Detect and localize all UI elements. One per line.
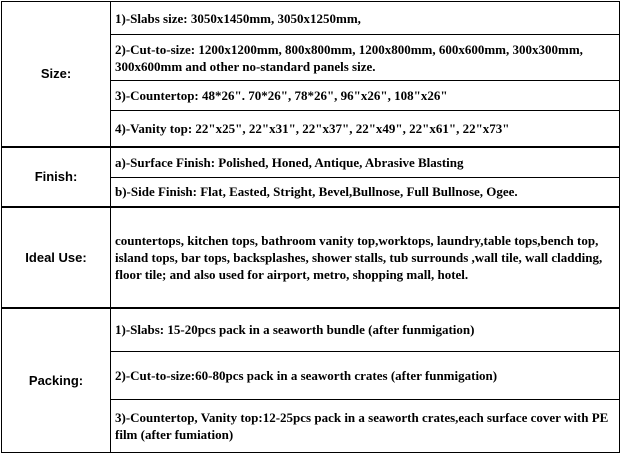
- ideal-use-text: countertops, kitchen tops, bathroom vanity top,worktops, laundry,table tops,bench top, island tops, bar tops, backsplashes, shower stalls, tub surrounds ,wall tile, wall cladding, floor tile; and also used for airport, metro, shopping mall, hotel.: [111, 207, 620, 308]
- size-countertop: 3)-Countertop: 48*26". 70*26", 78*26", 96"x26", 108"x26": [111, 81, 620, 111]
- finish-side: b)-Side Finish: Flat, Easted, Stright, Bevel,Bullnose, Full Bullnose, Ogee.: [111, 178, 620, 207]
- packing-countertop: 3)-Countertop, Vanity top:12-25pcs pack in a seaworth crates,each surface cover with PE film (after fumiation): [111, 400, 620, 453]
- finish-label: Finish:: [2, 147, 111, 207]
- size-label: Size:: [2, 2, 111, 147]
- size-slabs: 1)-Slabs size: 3050x1450mm, 3050x1250mm,: [111, 2, 620, 35]
- finish-surface: a)-Surface Finish: Polished, Honed, Antique, Abrasive Blasting: [111, 147, 620, 178]
- packing-cut-to-size: 2)-Cut-to-size:60-80pcs pack in a seaworth crates (after funmigation): [111, 352, 620, 400]
- packing-label: Packing:: [2, 308, 111, 453]
- product-spec-table: [1, 1, 620, 453]
- ideal-use-label: Ideal Use:: [2, 207, 111, 308]
- size-cut-to-size: 2)-Cut-to-size: 1200x1200mm, 800x800mm, 1200x800mm, 600x600mm, 300x300mm, 300x600mm and other no-standard panels size.: [111, 35, 620, 81]
- size-vanity-top: 4)-Vanity top: 22"x25", 22"x31", 22"x37", 22"x49", 22"x61", 22"x73": [111, 111, 620, 147]
- packing-slabs: 1)-Slabs: 15-20pcs pack in a seaworth bundle (after funmigation): [111, 308, 620, 352]
